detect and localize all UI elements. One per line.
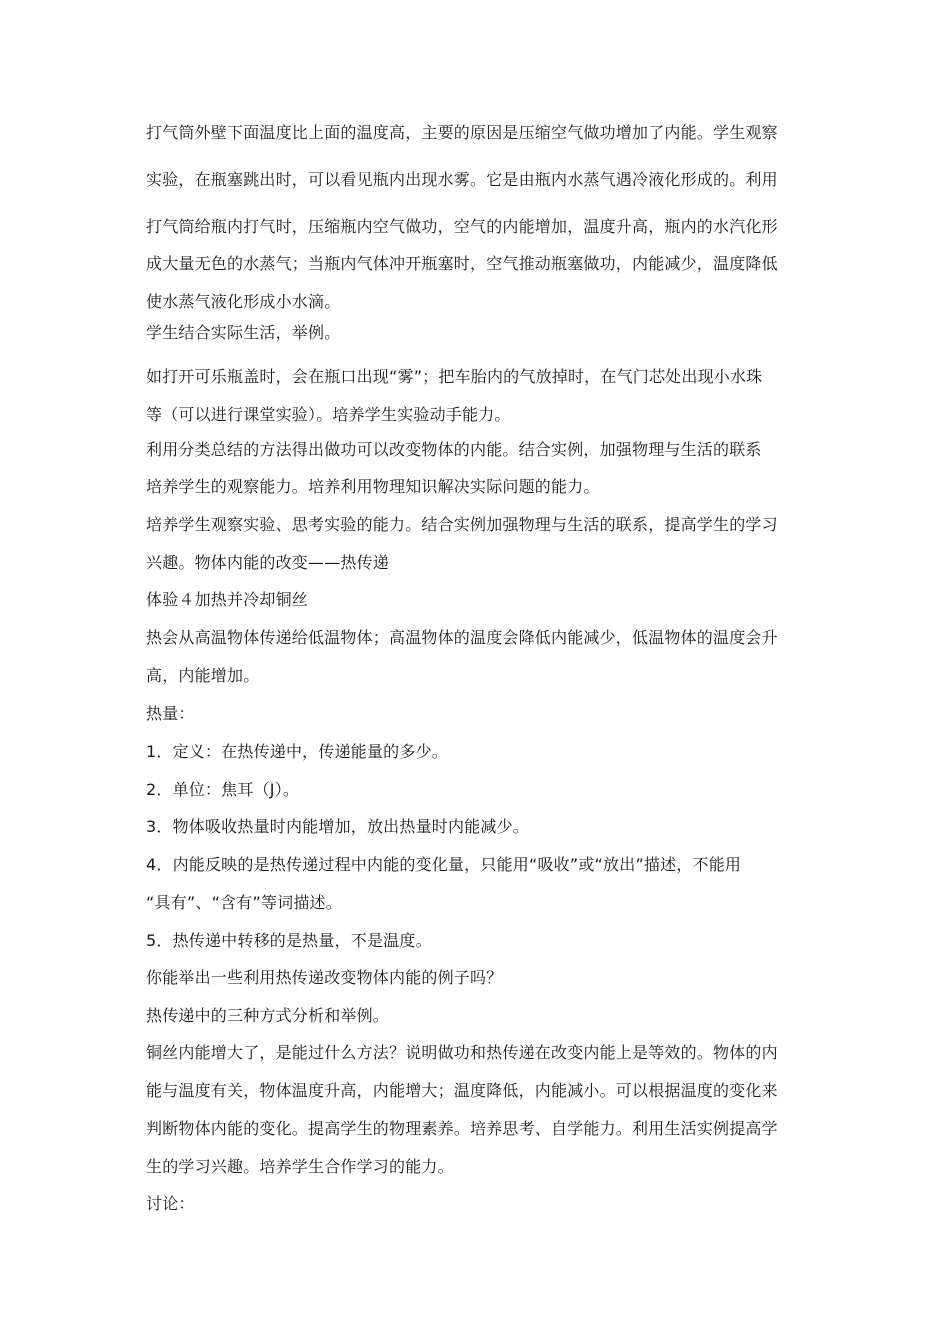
text-line: 你能举出一些利用热传递改变物体内能的例子吗？ [146, 968, 503, 987]
text-line: 实验，在瓶塞跳出时，可以看见瓶内出现水雾。它是由瓶内水蒸气遇冷液化形成的。利用 [146, 170, 778, 189]
text-line: 能与温度有关，物体温度升高，内能增大；温度降低，内能减小。可以根据温度的变化来 [146, 1081, 778, 1100]
text-line: 铜丝内能增大了，是能过什么方法？说明做功和热传递在改变内能上是等效的。物体的内 [146, 1043, 778, 1062]
text-line: 热会从高温物体传递给低温物体；高温物体的温度会降低内能减少，低温物体的温度会升 [146, 628, 778, 647]
text-line: 学生结合实际生活，举例。 [146, 323, 341, 342]
text-line: 5．热传递中转移的是热量，不是温度。 [146, 931, 432, 950]
text-line: 热量： [146, 704, 195, 723]
text-line: 培养学生观察实验、思考实验的能力。结合实例加强物理与生活的联系，提高学生的学习 [146, 515, 778, 534]
text-line: 等（可以进行课堂实验）。培养学生实验动手能力。 [146, 405, 511, 424]
text-line: 成大量无色的水蒸气；当瓶内气体冲开瓶塞时，空气推动瓶塞做功，内能减少，温度降低 [146, 254, 778, 273]
text-line: 3．物体吸收热量时内能增加，放出热量时内能减少。 [146, 817, 529, 836]
text-line: 生的学习兴趣。培养学生合作学习的能力。 [146, 1157, 454, 1176]
text-line: 利用分类总结的方法得出做功可以改变物体的内能。结合实例，加强物理与生活的联系 [146, 440, 762, 459]
text-line: 打气筒给瓶内打气时，压缩瓶内空气做功，空气的内能增加，温度升高，瓶内的水汽化形 [146, 217, 778, 236]
text-line: 打气筒外壁下面温度比上面的温度高，主要的原因是压缩空气做功增加了内能。学生观察 [146, 123, 778, 142]
text-line: 讨论： [146, 1194, 195, 1213]
text-line: 高，内能增加。 [146, 666, 260, 685]
text-line: 使水蒸气液化形成小水滴。 [146, 292, 341, 311]
text-line: 1．定义：在热传递中，传递能量的多少。 [146, 742, 448, 761]
text-line: 2．单位：焦耳（J）。 [146, 780, 300, 799]
text-line: 培养学生的观察能力。培养利用物理知识解决实际问题的能力。 [146, 477, 600, 496]
text-line: 体验４加热并冷却铜丝 [146, 590, 309, 609]
text-line: 判断物体内能的变化。提高学生的物理素养。培养思考、自学能力。利用生活实例提高学 [146, 1119, 778, 1138]
text-line: “具有”、“含有”等词描述。 [146, 893, 342, 912]
text-line: 兴趣。物体内能的改变——热传递 [146, 553, 390, 572]
text-line: 热传递中的三种方式分析和举例。 [146, 1006, 390, 1025]
text-line: 4．内能反映的是热传递过程中内能的变化量，只能用“吸收”或“放出”描述，不能用 [146, 855, 742, 874]
text-line: 如打开可乐瓶盖时，会在瓶口出现“雾”；把车胎内的气放掉时，在气门芯处出现小水珠 [146, 367, 763, 386]
